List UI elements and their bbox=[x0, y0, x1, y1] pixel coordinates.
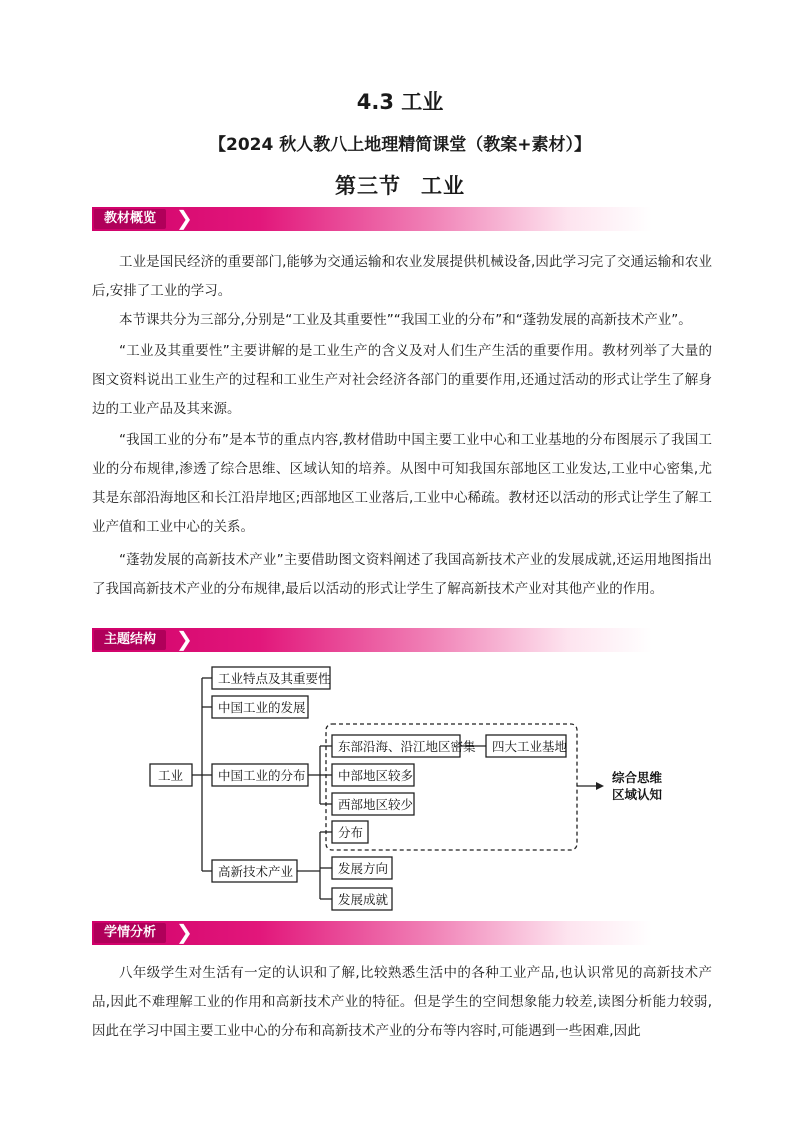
chevron-right-icon: ❯ bbox=[176, 627, 193, 651]
overview-paragraph-4: “我国工业的分布”是本节的重点内容,教材借助中国主要工业中心和工业基地的分布图展示了我国工业的分布规律,渗透了综合思维、区域认知的培养。从图中可知我国东部地区工业发达,工业中心密集,尤其是东部沿海地区和长江沿岸地区;西部地区工业落后,工业中心稀疏。教材还以活动的形式让学生了解工业产值和工业中心的关系。 bbox=[92, 432, 712, 535]
overview-paragraph-1: 工业是国民经济的重要部门,能够为交通运输和农业发展提供机械设备,因此学习完了交通运输和农业后,安排了工业的学习。 bbox=[92, 254, 712, 299]
diagram-node-bases: 四大工业基地 bbox=[492, 739, 568, 754]
chevron-right-icon: ❯ bbox=[176, 920, 193, 944]
diagram-node-east: 东部沿海、沿江地区密集 bbox=[338, 739, 476, 754]
diagram-literacy-1: 综合思维 bbox=[612, 770, 663, 785]
overview-paragraph-2: 本节课共分为三部分,分别是“工业及其重要性”“我国工业的分布”和“蓬勃发展的高新技术产业”。 bbox=[119, 312, 692, 328]
diagram-literacy-2: 区域认知 bbox=[612, 787, 663, 802]
overview-paragraph-5: “蓬勃发展的高新技术产业”主要借助图文资料阐述了我国高新技术产业的发展成就,还运用地图指出了我国高新技术产业的分布规律,最后以活动的形式让学生了解高新技术产业对其他产业的作用。 bbox=[92, 552, 712, 597]
arrow-right-icon bbox=[596, 782, 604, 790]
diagram-node-ht-achievements: 发展成就 bbox=[338, 892, 389, 907]
overview-banner-label: 教材概览 bbox=[94, 209, 166, 229]
diagram-node-central: 中部地区较多 bbox=[338, 768, 414, 783]
diagram-node-hightech: 高新技术产业 bbox=[218, 864, 294, 879]
diagram-node-development: 中国工业的发展 bbox=[218, 700, 306, 715]
diagram-node-ht-direction: 发展方向 bbox=[338, 861, 389, 876]
section-name: 工业 bbox=[421, 174, 465, 198]
diagram-root: 工业 bbox=[158, 768, 184, 783]
document-subtitle: 【2024 秋人教八上地理精简课堂（教案+素材）】 bbox=[209, 135, 591, 155]
diagram-node-ht-distribution: 分布 bbox=[338, 825, 364, 840]
overview-paragraph-3: “工业及其重要性”主要讲解的是工业生产的含义及对人们生产生活的重要作用。教材列举了大量的图文资料说出工业生产的过程和工业生产对社会经济各部门的重要作用,还通过活动的形式让学生了解身边的工业产品及其来源。 bbox=[92, 343, 712, 417]
diagram-node-west: 西部地区较少 bbox=[338, 797, 414, 812]
chevron-right-icon: ❯ bbox=[176, 206, 193, 230]
diagram-node-distribution: 中国工业的分布 bbox=[218, 768, 306, 783]
analysis-banner bbox=[92, 921, 652, 945]
document-title: 4.3 工业 bbox=[356, 90, 444, 114]
analysis-banner-label: 学情分析 bbox=[94, 923, 166, 943]
section-label: 第三节 bbox=[335, 174, 401, 198]
analysis-paragraph: 八年级学生对生活有一定的认识和了解,比较熟悉生活中的各种工业产品,也认识常见的高新技术产品,因此不难理解工业的作用和高新技术产业的特征。但是学生的空间想象能力较差,读图分析能力较弱,因此在学习中国主要工业中心的分布和高新技术产业的分布等内容时,可能遇到一些困难,因此 bbox=[92, 965, 712, 1039]
structure-banner-label: 主题结构 bbox=[94, 630, 166, 650]
diagram-node-features: 工业特点及其重要性 bbox=[218, 671, 331, 686]
